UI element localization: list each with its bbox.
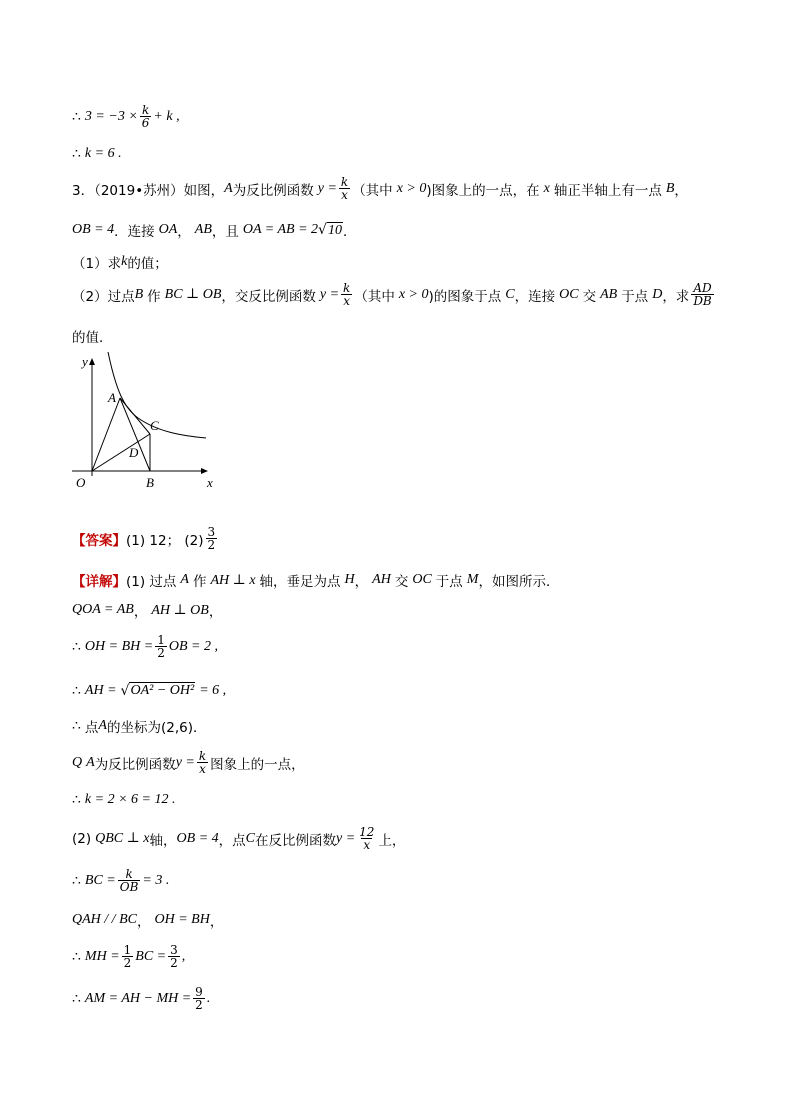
question-text: 为反比例函数 [232,182,314,199]
question-text: 作 [147,288,161,305]
expr: MH = [84,948,120,964]
point-label: C [505,286,515,302]
step-line [72,716,207,736]
expr: BC = [84,872,116,888]
point-label: A [98,718,107,733]
fraction-denominator: 2 [123,956,132,970]
fraction [341,282,352,307]
fraction [122,944,134,969]
expr: . [206,990,211,1006]
fraction-denominator: 2 [207,538,216,552]
point-label: M [466,572,479,587]
sqrt-radicand: OA² − OH² [130,683,195,698]
question-line-end [72,326,113,346]
point-label: H [344,572,355,587]
question-text: ，且 [211,224,239,240]
expr: BC ⊥ x [105,831,150,846]
question-part-1 [72,252,168,272]
expr: AH [372,572,391,587]
question-text: （1）求 [72,256,122,272]
solution-text: ， [209,914,224,930]
expr: x > 0 [396,180,427,196]
question-text: （其中 [352,182,393,199]
fraction-denominator: 2 [170,956,178,970]
because-symbol: Q [95,830,106,846]
therefore-symbol: ∴ [72,990,81,1007]
segment-OA [92,398,120,471]
because-symbol: Q [72,912,83,927]
point-label: C [245,830,255,846]
expr: OA [158,222,178,237]
step-line-2 [72,146,122,162]
expr: k = 6 . [84,146,122,161]
solution-text: ， [208,604,223,620]
question-text: ，求 [662,288,690,305]
solution-text: (2) [72,830,92,847]
step-line [72,910,223,930]
question-text: 的值； [127,256,168,272]
fraction [168,944,180,969]
step-line [72,826,405,851]
fraction-denominator: x [363,838,371,852]
therefore-symbol: ∴ [72,718,81,734]
solution-text: ， [133,604,148,620]
point-label: B [665,180,675,196]
segment-OC [92,434,150,471]
expr: y = [335,830,356,846]
expr: BC ⊥ OB [164,287,222,302]
step-line [72,868,169,893]
question-part-2 [72,282,716,307]
fraction [357,826,376,851]
solution-text: 图象上的一点， [210,756,305,773]
expr: AB [194,222,212,237]
fraction-denominator: x [341,188,348,202]
geometry-figure [68,350,228,500]
label-O: O [76,475,86,490]
fraction [118,868,141,893]
expr: x [543,180,550,196]
question-text: ，交反比例函数 [221,288,316,305]
detail-line [72,570,559,590]
fraction-numerator: 9 [195,985,203,999]
solution-text: 交 [394,574,409,590]
solution-text: 上， [378,832,406,849]
expr: = 6 , [199,682,227,698]
question-text: 于点 [621,288,649,305]
question-text: 交 [582,288,597,305]
question-text: 的值． [72,330,113,346]
therefore-symbol: ∴ [72,948,81,965]
fraction-numerator: k [198,749,207,763]
question-text: )的图象于点 [428,288,502,305]
step-line [72,944,185,969]
fraction-numerator: k [343,281,351,295]
expr: + k , [153,108,180,124]
fraction [339,176,350,201]
expr: y = [319,286,340,302]
fraction-denominator: 2 [157,646,165,660]
point-label: A [180,572,189,587]
label-y: y [82,354,88,369]
question-line-2: OB = 4 ．连接 OA ， AB ，且 OA = AB = 2 √ 10 ． [72,222,357,240]
point-label: B [134,286,144,302]
answer-tag: 【答案】 [72,532,126,549]
solution-text: 为反比例函数 [94,756,176,773]
expr: AH ⊥ OB [151,602,209,618]
y-axis-arrow [89,358,95,365]
expr: AM = AH − MH = [84,990,192,1006]
point-label: A [224,180,233,196]
expr: 3 = −3 × [84,108,138,124]
fraction [155,634,167,659]
fraction-numerator: 3 [207,525,216,539]
step-line [72,634,218,659]
expr: OC [559,286,579,302]
fraction-numerator: k [125,867,133,881]
fraction-numerator: 12 [359,825,375,839]
fraction [193,986,205,1011]
solution-text: ，点 [218,832,246,849]
expr: AB [600,286,618,302]
therefore-symbol: ∴ [72,872,81,889]
expr: OH = BH = [84,638,154,654]
sqrt-radicand: 10 [327,222,342,238]
step-line [72,750,305,775]
step-line [72,792,175,808]
solution-text: 的坐标为(2,6)． [106,720,207,736]
expr: OC [412,572,432,587]
fraction-numerator: k [141,103,150,117]
question-text: ． [342,224,357,240]
fraction-denominator: x [199,762,206,776]
label-A: A [108,390,116,405]
expr: y = [317,180,337,196]
expr: AH = [84,682,117,698]
question-text: 轴正半轴上有一点 [553,182,662,199]
therefore-symbol: ∴ [72,108,81,125]
fraction-numerator: k [340,175,349,189]
question-text: ， [674,182,688,199]
expr: OB = 4 [176,830,219,846]
expr: BC = [135,948,167,964]
solution-text: 于点 [435,574,463,590]
expr: OB = 4 [72,222,115,237]
question-text: ， [177,224,191,240]
fraction-numerator: AD [693,281,712,295]
fraction-denominator: 6 [141,116,150,130]
solution-text: 在反比例函数 [254,832,336,849]
therefore-symbol: ∴ [72,146,81,162]
fraction [691,282,713,307]
because-symbol: Q [72,754,83,770]
therefore-symbol: ∴ [72,792,81,808]
question-text: ，连接 [514,288,556,305]
therefore-symbol: ∴ [72,682,81,699]
question-text: )图象上的一点，在 [426,182,540,199]
label-D: D [129,445,139,460]
step-line: ∴ AH = √ OA² − OH² = 6 , [72,682,227,699]
expr: k [121,254,128,269]
solution-text: 轴， [149,832,177,849]
therefore-symbol: ∴ [72,638,81,655]
point-label: A [86,754,95,770]
solution-text: ， [136,914,151,930]
answer-line [72,526,219,551]
expr: = 3 . [142,872,170,888]
solution-text: (1) 过点 [126,574,177,590]
expr: OA = AB = 2 [242,222,319,237]
fraction-denominator: x [343,294,351,308]
step-line-1 [72,104,180,129]
detail-tag: 【详解】 [72,574,126,590]
because-symbol: Q [72,602,83,617]
expr: k = 2 × 6 = 12 . [84,792,176,807]
question-line-1 [72,176,688,201]
label-C: C [150,418,159,433]
segment-AC [120,398,150,434]
question-text: ．连接 [114,224,155,240]
answer-text: (1) 12； (2) [126,532,204,549]
expr: OB = 2 , [168,638,218,654]
fraction [140,104,152,129]
solution-text: ， [354,574,369,590]
fraction [197,750,208,775]
fraction-denominator: OB [119,880,139,894]
fraction-numerator: 3 [170,943,178,957]
expr: OA = AB [82,602,134,617]
solution-text: 作 [192,574,207,590]
solution-text: ，如图所示． [478,574,560,590]
fraction-numerator: 1 [157,633,165,647]
expr: , [181,948,186,964]
fraction [206,526,218,551]
segment-AB [120,398,150,471]
step-line [72,986,210,1011]
x-axis-arrow [201,468,208,474]
solution-text: 点 [84,720,99,736]
fraction-numerator: 1 [123,943,132,957]
question-text: 3．（2019•苏州）如图， [72,182,225,199]
expr: OH = BH [154,912,210,927]
fraction-denominator: 2 [195,998,203,1012]
expr: AH ⊥ x [210,572,256,588]
label-x: x [207,475,213,490]
question-text: （2）过点 [72,288,135,305]
question-text: （其中 [354,288,395,305]
fraction-denominator: DB [693,294,712,308]
expr: x > 0 [398,286,429,302]
expr: y = [175,754,195,770]
label-B: B [146,475,154,490]
solution-text: 轴，垂足为点 [259,574,341,590]
point-label: D [652,286,663,302]
step-line [72,600,222,620]
expr: AH / / BC [82,912,137,927]
